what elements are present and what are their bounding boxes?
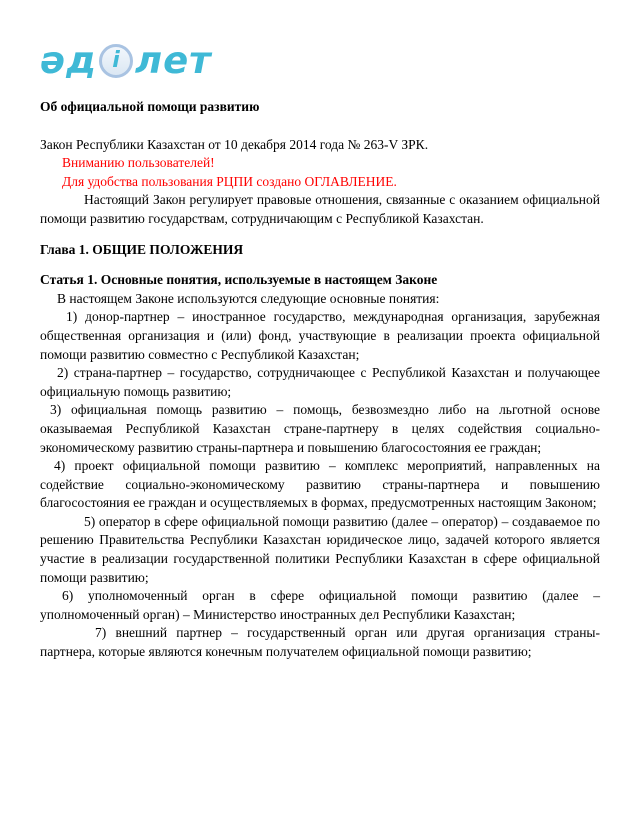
definition-item-7: 7) внешний партнер – государственный орган или другая организация страны-партнера, которые являются конечным получателем официальной помощи развитию; (40, 625, 600, 660)
chapter-1-heading: Глава 1. ОБЩИЕ ПОЛОЖЕНИЯ (40, 241, 244, 257)
definition-item-2: 2) страна-партнер – государство, сотрудничающее с Республикой Казахстан и получающее официальную помощь развитию; (40, 365, 600, 399)
logo-text-left: әд (40, 39, 97, 82)
table-of-contents-link[interactable]: ОГЛАВЛЕНИЕ. (304, 173, 397, 189)
definition-item-3: 3) официальная помощь развитию – помощь, безвозмездно либо на льготной основе оказываемая Республикой Казахстан стране-партнеру в целях содействия социально-экономическому развитию страны-партнера и повышению благосостояния ее граждан; (40, 402, 600, 455)
notice-line-2-text: Для удобства пользования РЦПИ создано (62, 173, 305, 189)
adilet-logo[interactable] (40, 38, 600, 84)
definition-item-5: 5) оператор в сфере официальной помощи развитию (далее – оператор) – создаваемое по решению Правительства Республики Казахстан юридическое лицо, задачей которого является участие в реализации государственной политики Республики Казахстан в сфере официальной помощи развитию; (40, 513, 600, 585)
document-title: Об официальной помощи развитию (40, 99, 260, 114)
notice-line-2 (40, 173, 600, 192)
notice-line-1: Вниманию пользователей! (62, 155, 215, 171)
definition-item-4: 4) проект официальной помощи развитию – комплекс мероприятий, направленных на содействие социально-экономическому развитию страны-партнера и повышению благосостояния ее граждан и осуществляемых в формах, предусмотренных настоящим Законом; (40, 458, 600, 511)
law-intro-paragraph: Настоящий Закон регулирует правовые отношения, связанные с оказанием официальной помощи развитию государствам, сотрудничающим с Республикой Казахстан. (40, 192, 600, 226)
law-identification-line: Закон Республики Казахстан от 10 декабря 2014 года № 263-V ЗРК. (40, 136, 429, 152)
definition-item-1: 1) донор-партнер – иностранное государство, международная организация, зарубежная общественная организация и (или) фонд, участвующие в реализации проекта официальной помощи развитию совместно с Республикой Казахстан; (40, 309, 600, 362)
definition-item-6: 6) уполномоченный орган в сфере официальной помощи развитию (далее – уполномоченный орган) – Министерство иностранных дел Республики Казахстан; (40, 588, 600, 622)
logo-i-circle-icon (99, 44, 133, 78)
logo-letter-i: і (112, 48, 120, 73)
article-1-lead: В настоящем Законе используются следующие основные понятия: (57, 290, 440, 306)
logo-text-right: лет (134, 39, 212, 82)
article-1-heading: Статья 1. Основные понятия, используемые в настоящем Законе (40, 272, 438, 288)
